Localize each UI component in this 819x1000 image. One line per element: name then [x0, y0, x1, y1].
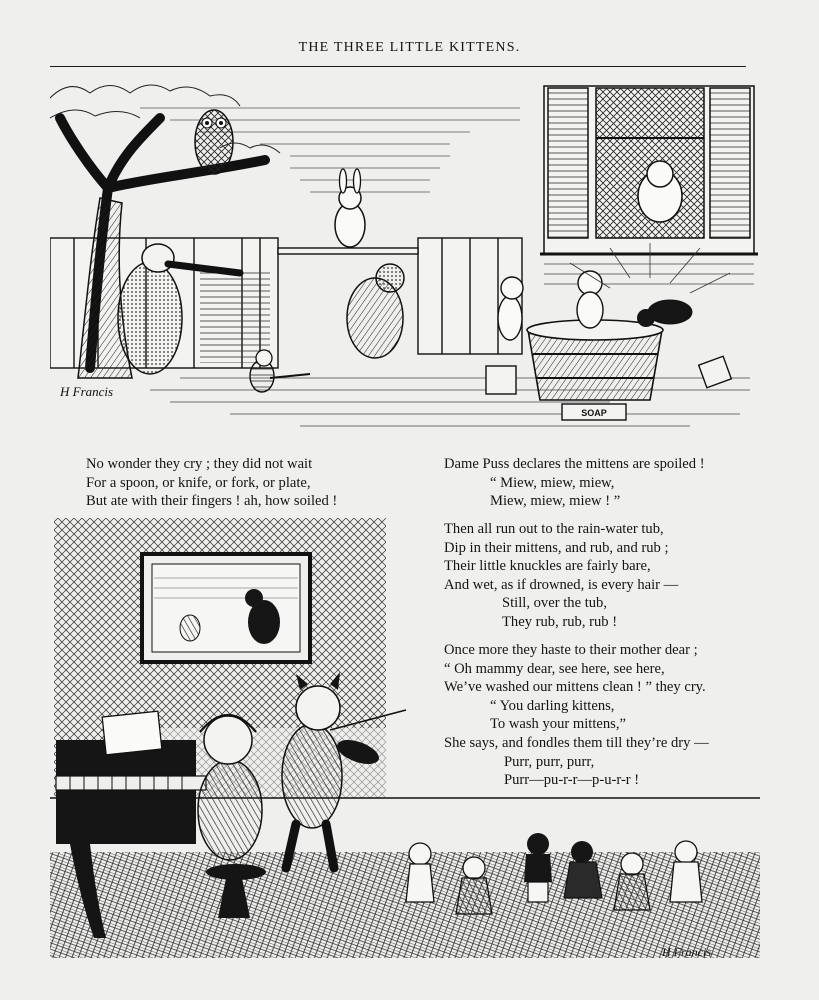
verse-line: Their little knuckles are fairly bare,	[444, 558, 651, 575]
house-window	[540, 86, 758, 284]
verse-left-stanza	[86, 455, 337, 511]
dancing-kitten	[524, 833, 552, 902]
dancing-kitten	[564, 841, 602, 898]
verse-line: Purr, purr, purr,	[504, 753, 595, 770]
verse-line: Dip in their mittens, and rub, and rub ;	[444, 539, 669, 556]
verse-line: Dame Puss declares the mittens are spoiled !	[444, 456, 705, 472]
soap-box	[562, 404, 626, 420]
verse-line: To wash your mittens,”	[490, 716, 626, 733]
artist-signature: H Francis	[60, 384, 114, 399]
illustration-music-and-dance	[50, 518, 760, 966]
header-rule	[50, 66, 746, 67]
floor-hatching	[50, 852, 760, 958]
dancing-kitten	[670, 841, 702, 902]
ground-hatching	[150, 378, 750, 426]
verse-line: But ate with their fingers ! ah, how soiled !	[86, 493, 338, 510]
verse-line: They rub, rub, rub !	[502, 613, 618, 630]
verse-line: And wet, as if drowned, is every hair —	[444, 576, 679, 593]
kitten-in-tub	[577, 271, 603, 328]
running-head: THE THREE LITTLE KITTENS.	[298, 40, 521, 55]
verse-line: Purr—pu-r-r—p-u-r-r !	[504, 772, 640, 789]
artist-signature: H Francis	[662, 945, 711, 959]
verse-line: We’ve washed our mittens clean ! ” they cry.	[444, 679, 706, 696]
frog-with-umbrella	[250, 350, 310, 392]
verse-line: For a spoon, or knife, or fork, or plate,	[86, 474, 311, 491]
verse-line: “ Miew, miew, miew,	[490, 474, 615, 491]
verse-line: Then all run out to the rain-water tub,	[444, 521, 664, 537]
verse-line: Still, over the tub,	[502, 595, 607, 612]
soap-label: SOAP	[581, 408, 607, 418]
verse-line: She says, and fondles them till they’re dry —	[444, 734, 709, 751]
rabbit	[335, 169, 365, 247]
verse-line: No wonder they cry ; they did not wait	[86, 456, 313, 472]
verse-right-stanza-1	[444, 455, 705, 511]
verse-line: “ You darling kittens,	[490, 697, 615, 714]
verse-line: “ Oh mammy dear, see here, see here,	[444, 660, 665, 677]
illustration-washing-mittens	[50, 78, 760, 440]
verse-line: Miew, miew, miew ! ”	[490, 493, 621, 510]
washtub	[527, 320, 663, 400]
owl	[195, 110, 233, 174]
framed-picture	[142, 554, 310, 662]
dancing-kitten	[406, 843, 434, 902]
verse-line: Once more they haste to their mother dear ;	[444, 642, 698, 658]
dog	[347, 264, 404, 358]
